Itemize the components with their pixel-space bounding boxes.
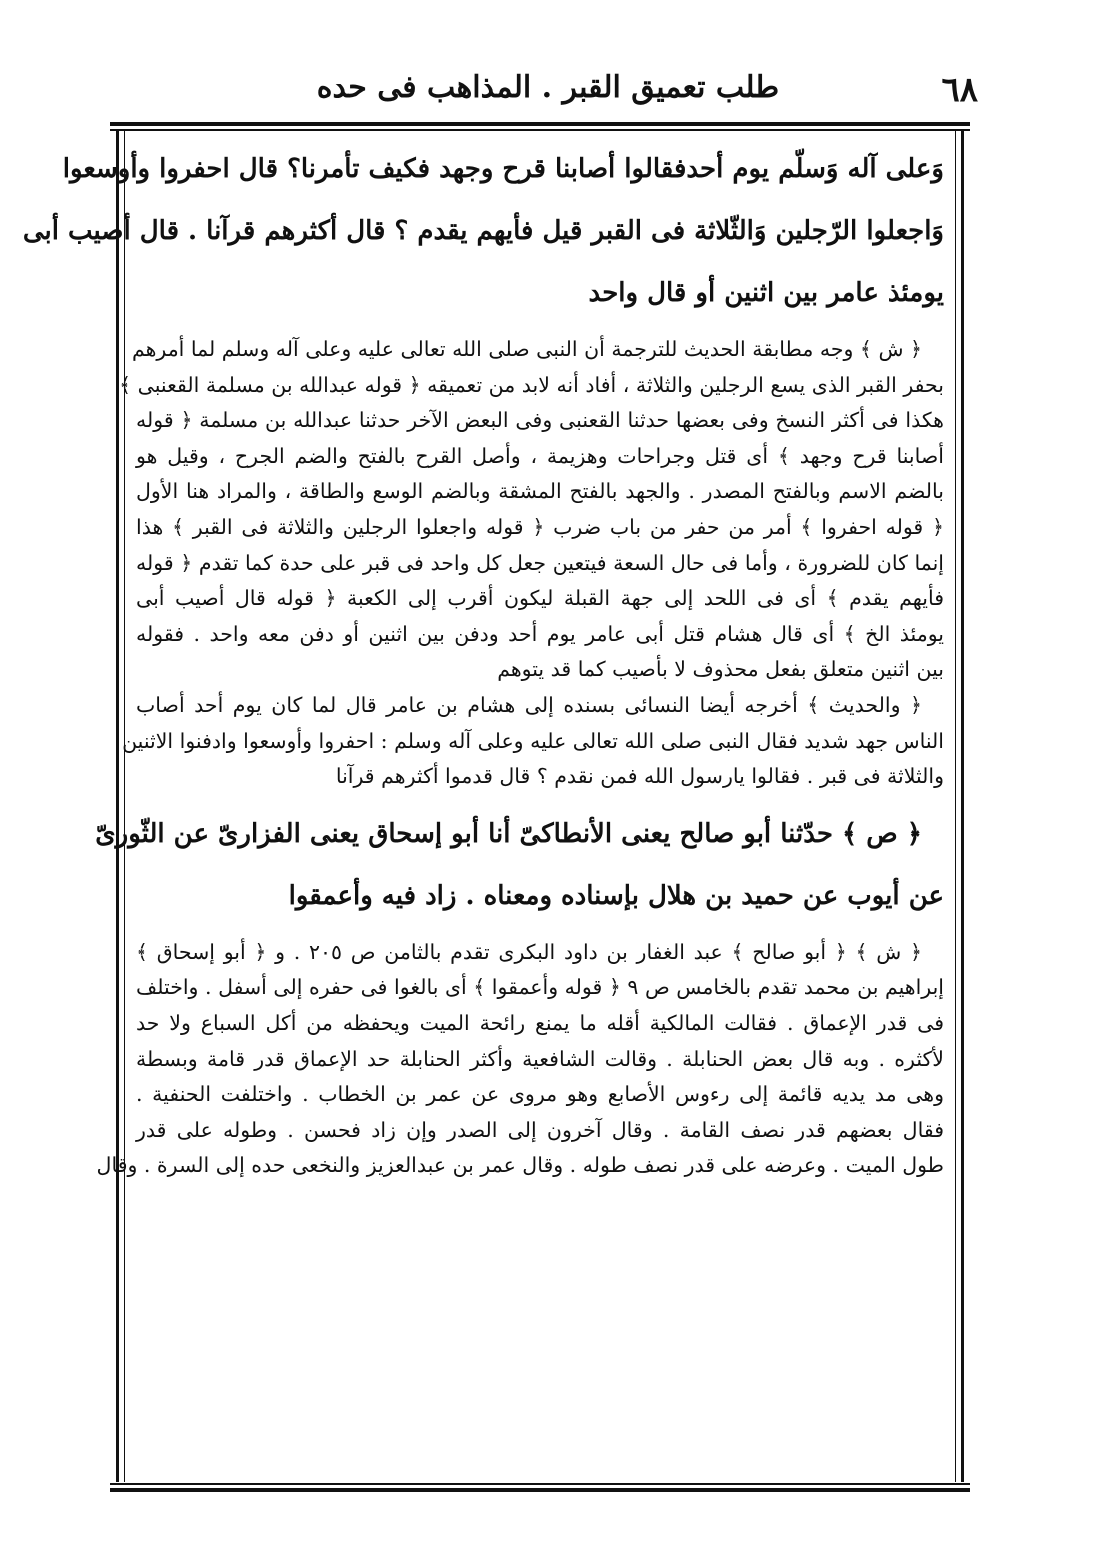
commentary-line: يومئذ الخ ﴾ أى قال هشام قتل أبى عامر يوم أحد ودفن بين اثنين أو دفن معه واحد . فقوله xyxy=(136,621,944,646)
commentary-line: بحفر القبر الذى يسع الرجلين والثلاثة ، أفاد أنه لابد من تعميقه ﴿ قوله عبدالله بن مسلمة القعنبى ﴾ xyxy=(119,372,944,397)
commentary-line: ﴿ والحديث ﴾ أخرجه أيضا النسائى بسنده إلى هشام بن عامر قال لما كان يوم أحد أصاب xyxy=(136,692,922,717)
commentary-line: ﴿ قوله احفروا ﴾ أمر من حفر من باب ضرب ﴿ قوله واجعلوا الرجلين والثلاثة فى القبر ﴾ هذا xyxy=(136,514,944,539)
commentary-line: وهى مد يديه قائمة إلى رءوس الأصابع وهو مروى عن عمر بن الخطاب . واختلفت الحنفية . xyxy=(136,1082,944,1107)
commentary-line: هكذا فى أكثر النسخ وفى بعضها حدثنا القعنبى وفى البعض الآخر حدثنا عبدالله بن مسلمة ﴿ قوله xyxy=(136,408,944,433)
hadith-line: وَاجعلوا الرّجلين وَالثّلاثة فى القبر قيل فأيهم يقدم ؟ قال أكثرهم قرآنا . قال أصيب أبى xyxy=(22,216,944,246)
commentary-line: والثلاثة فى قبر . فقالوا يارسول الله فمن نقدم ؟ قال قدموا أكثرهم قرآنا xyxy=(335,764,944,789)
commentary-line: ﴿ ش ﴾ وجه مطابقة الحديث للترجمة أن النبى صلى الله تعالى عليه وعلى آله وسلم لما أمرهم xyxy=(131,337,922,361)
commentary-line: بين اثنين متعلق بفعل محذوف لا بأصيب كما قد يتوهم xyxy=(497,657,944,682)
bottom-rule-thin xyxy=(110,1483,970,1485)
hadith-line: يومئذ عامر بين اثنين أو قال واحد xyxy=(588,278,944,308)
commentary-line: طول الميت . وعرضه على قدر نصف طوله . وقال عمر بن عبدالعزيز والنخعى حده إلى السرة . وقال xyxy=(96,1153,944,1178)
commentary-line: فى قدر الإعماق . فقالت المالكية أقله ما يمنع رائحة الميت ويحفظه من أكل السباع ولا حد xyxy=(136,1010,944,1035)
hadith-line: ﴿ ص ﴾ حدّثنا أبو صالح يعنى الأنطاكىّ أنا أبو إسحاق يعنى الفزارىّ عن الثّورىّ xyxy=(95,818,922,849)
hadith-line: وَعلى آله وَسلّم يوم أحدفقالوا أصابنا قرح وجهد فكيف تأمرنا؟ قال احفروا وأوسعوا xyxy=(62,154,944,184)
commentary-line: أصابنا قرح وجهد ﴾ أى قتل وجراحات وهزيمة ، وأصل القرح بالفتح والضم الجرح ، وقيل هو xyxy=(136,443,944,468)
hadith-line: عن أيوب عن حميد بن هلال بإسناده ومعناه . زاد فيه وأعمقوا xyxy=(288,880,944,911)
commentary-line: إبراهيم بن محمد تقدم بالخامس ص ٩ ﴿ قوله وأعمقوا ﴾ أى بالغوا فى حفره إلى أسفل . واختلف xyxy=(136,975,944,1000)
running-title: طلب تعميق القبر . المذاهب فى حده xyxy=(316,70,780,105)
commentary-block-1 xyxy=(119,332,944,688)
commentary-line: ﴿ ش ﴾ ﴿ أبو صالح ﴾ عبد الغفار بن داود البكرى تقدم بالثامن ص ٢٠٥ . و ﴿ أبو إسحاق ﴾ xyxy=(136,939,922,964)
page-number: ٦٨ xyxy=(941,70,978,110)
hadith-block-2 xyxy=(95,803,944,927)
page-header xyxy=(118,66,978,116)
commentary-line: الناس جهد شديد فقال النبى صلى الله تعالى عليه وعلى آله وسلم : احفروا وأوسعوا وادفنوا الاثنين xyxy=(122,728,944,753)
bottom-rule xyxy=(110,1488,970,1492)
top-rule xyxy=(110,122,970,126)
commentary-line: إنما كان للضرورة ، وأما فى حال السعة فيتعين جعل كل واحد فى قبر على حدة كما تقدم ﴿ قوله xyxy=(136,550,944,575)
hadith-block-1 xyxy=(22,138,944,324)
commentary-line: بالضم الاسم وبالفتح المصدر . والجهد بالفتح المشقة وبالضم الوسع والطاقة ، والمراد هنا الأول xyxy=(136,479,944,504)
commentary-line: لأكثره . وبه قال بعض الحنابلة . وقالت الشافعية وأكثر الحنابلة حد الإعماق قدر قامة وبسطة xyxy=(136,1046,944,1071)
commentary-block-3 xyxy=(96,935,944,1184)
commentary-block-2 xyxy=(122,688,944,795)
commentary-line: فأيهم يقدم ﴾ أى فى اللحد إلى جهة القبلة ليكون أقرب إلى الكعبة ﴿ قوله قال أصيب أبى xyxy=(136,586,944,611)
page-body xyxy=(22,138,944,1184)
commentary-line: فقال بعضهم قدر نصف القامة . وقال آخرون إلى الصدر وإن زاد فحسن . وطوله على قدر xyxy=(136,1117,944,1142)
